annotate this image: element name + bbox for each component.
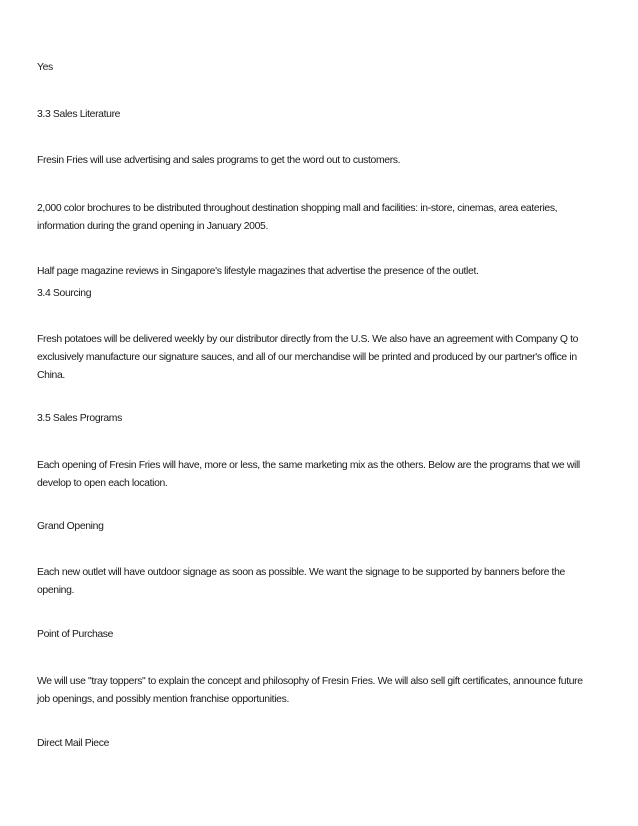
paragraph-point-of-purchase: We will use "tray toppers" to explain the concept and philosophy of Fresin Fries. We will also sell gift certificates, announce future job openings, and possibly mention franchise opportunities. (37, 676, 583, 705)
heading-sales-programs: 3.5 Sales Programs (37, 413, 122, 424)
heading-sourcing: 3.4 Sourcing (37, 288, 92, 299)
paragraph-magazine-reviews: Half page magazine reviews in Singapore's lifestyle magazines that advertise the presence of the outlet. (37, 266, 479, 277)
heading-sales-literature: 3.3 Sales Literature (37, 109, 121, 120)
paragraph-yes: Yes (37, 62, 53, 73)
paragraph-sales-programs: Each opening of Fresin Fries will have, more or less, the same marketing mix as the others. Below are the programs that we will develop to open each location. (37, 460, 580, 489)
heading-direct-mail-piece: Direct Mail Piece (37, 738, 110, 749)
paragraph-advertising: Fresin Fries will use advertising and sales programs to get the word out to customers. (37, 155, 401, 166)
paragraph-brochures: 2,000 color brochures to be distributed throughout destination shopping mall and facilities: in-store, cinemas, area eateries, information during the grand opening in January 2005. (37, 203, 558, 232)
paragraph-grand-opening: Each new outlet will have outdoor signage as soon as possible. We want the signage to be supported by banners before the opening. (37, 567, 565, 596)
heading-grand-opening: Grand Opening (37, 521, 104, 532)
heading-point-of-purchase: Point of Purchase (37, 629, 114, 640)
paragraph-sourcing: Fresh potatoes will be delivered weekly by our distributor directly from the U.S. We also have an agreement with Company Q to exclusively manufacture our signature sauces, and all of our merchandise will be printed and produced by our partner's office in China. (37, 334, 579, 381)
